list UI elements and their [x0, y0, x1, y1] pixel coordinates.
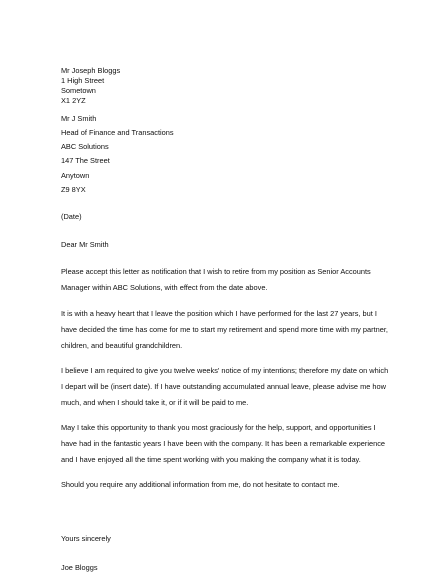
- salutation: Dear Mr Smith: [61, 240, 109, 249]
- paragraph-line: much, and when I should take it, or if it will be paid to me.: [61, 398, 249, 407]
- paragraph-line: It is with a heavy heart that I leave the position which I have performed for the last 27 years, but I: [61, 309, 377, 318]
- body-paragraph-3: [61, 363, 391, 411]
- paragraph-line: I depart will be (insert date). If I have outstanding accumulated annual leave, please advise me how: [61, 382, 386, 391]
- paragraph-line: I believe I am required to give you twelve weeks' notice of my intentions; therefore my date on which: [61, 366, 389, 375]
- paragraph-line: have decided the time has come for me to start my retirement and spend more time with my partner,: [61, 325, 388, 334]
- body-paragraph-5: [61, 477, 391, 493]
- body-paragraph-2: [61, 306, 391, 354]
- paragraph-line: have had in the fantastic years I have been with the company. It has been a remarkable experience: [61, 439, 386, 448]
- paragraph-line: May I take this opportunity to thank you most graciously for the help, support, and opportunities I: [61, 423, 376, 432]
- body-paragraph-1: [61, 264, 391, 296]
- closing: Yours sincerely: [61, 534, 111, 543]
- paragraph-line: Please accept this letter as notification that I wish to retire from my position as Senior Accounts: [61, 267, 371, 276]
- body-paragraph-4: [61, 420, 391, 468]
- recipient-postcode: Z9 8YX: [61, 185, 86, 194]
- sender-street: 1 High Street: [61, 76, 105, 85]
- recipient-title: Head of Finance and Transactions: [61, 128, 174, 137]
- paragraph-line: children, and beautiful grandchildren.: [61, 341, 183, 350]
- recipient-company: ABC Solutions: [61, 142, 109, 151]
- paragraph-line: Manager within ABC Solutions, with effect from the date above.: [61, 283, 268, 292]
- recipient-town: Anytown: [61, 171, 90, 180]
- signature-name: Joe Bloggs: [61, 563, 98, 572]
- sender-town: Sometown: [61, 86, 96, 95]
- recipient-name: Mr J Smith: [61, 114, 97, 123]
- recipient-street: 147 The Street: [61, 156, 110, 165]
- paragraph-line: and I have enjoyed all the time spent working with you making the company what it is today.: [61, 455, 361, 464]
- paragraph-line: Should you require any additional information from me, do not hesitate to contact me.: [61, 480, 340, 489]
- sender-postcode: X1 2YZ: [61, 96, 86, 105]
- sender-name: Mr Joseph Bloggs: [61, 66, 121, 75]
- letter-date: (Date): [61, 212, 82, 221]
